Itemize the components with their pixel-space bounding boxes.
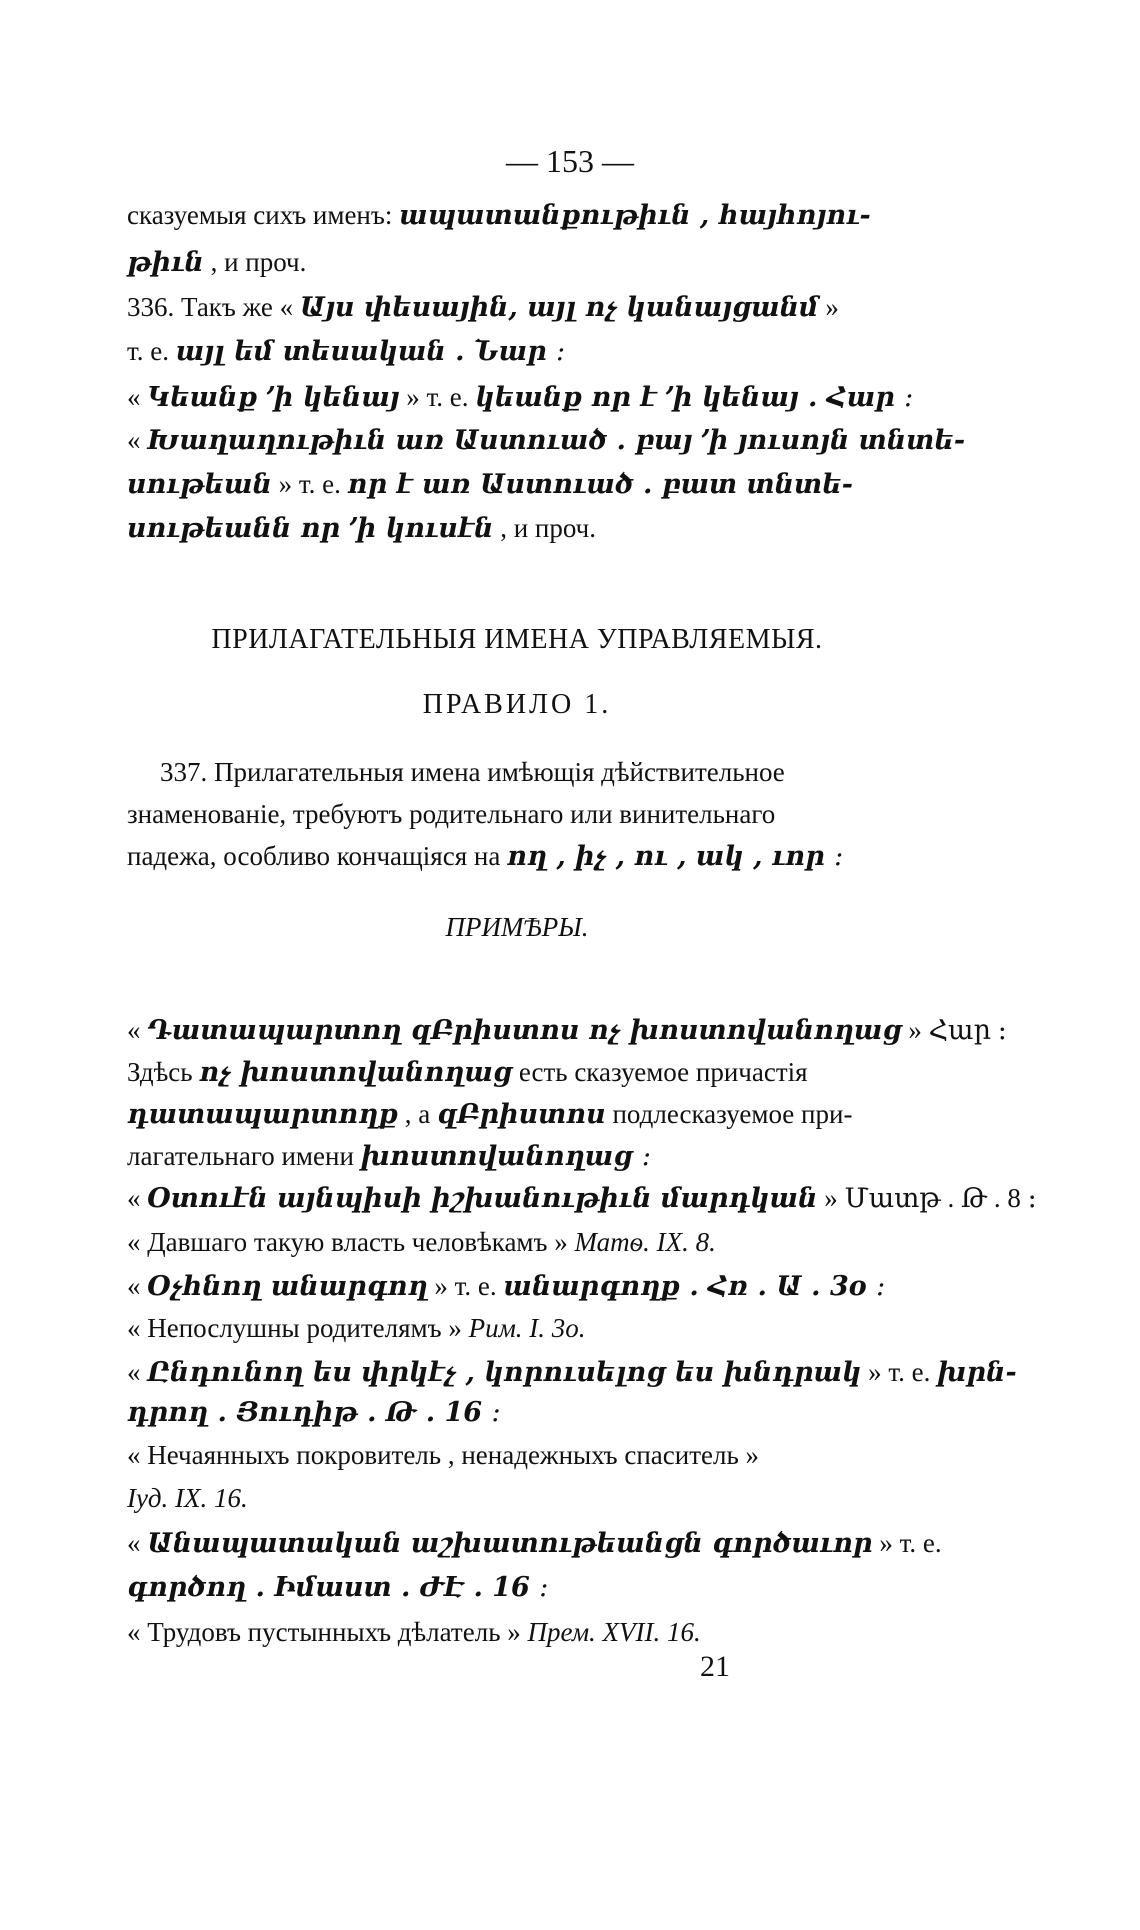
text-line xyxy=(127,688,907,722)
russian-text: « xyxy=(127,1183,148,1213)
text-line xyxy=(127,1269,907,1304)
russian-text: Матѳ. IX. 8. xyxy=(574,1227,716,1257)
russian-text: лагательнаго имени xyxy=(127,1141,361,1171)
text-line xyxy=(127,1438,907,1472)
text-line xyxy=(127,797,907,831)
text-line xyxy=(127,1225,907,1259)
text-line xyxy=(127,423,966,458)
russian-text: « Нечаянныхъ покровитель , ненадежныхъ спаситель » xyxy=(127,1440,760,1470)
russian-text: « xyxy=(127,425,148,455)
text-line xyxy=(127,334,907,369)
text-line xyxy=(127,198,907,233)
text-line xyxy=(127,290,907,325)
text-line xyxy=(127,1181,1037,1216)
russian-text: Рим. I. 3о. xyxy=(468,1313,586,1343)
russian-text: сказуемыя сихъ именъ: xyxy=(127,200,400,230)
russian-text: « xyxy=(127,1528,148,1558)
armenian-text: խոստովանողաց ։ xyxy=(360,1141,652,1172)
armenian-text: Ընդունող ես փրկէչ , կորուսելոց ես խնդրակ xyxy=(147,1357,862,1388)
armenian-text: անարգողք . Հռ . Ա . 3о ։ xyxy=(503,1271,886,1302)
russian-text: есть сказуемое причастія xyxy=(512,1057,808,1087)
armenian-text: ող , իչ , ու , ակ , ւոր ։ xyxy=(507,841,844,872)
armenian-text: դատապարտողք xyxy=(127,1099,399,1130)
armenian-text: Օչհնող անարգող xyxy=(147,1271,428,1302)
russian-text: , и проч. xyxy=(493,513,596,543)
armenian-text: Խաղաղութիւն առ Աստուած . բայ ՚ի յուսոյն տնտե- xyxy=(147,425,966,456)
russian-text: » Մատթ . Թ . 8 ։ xyxy=(817,1183,1037,1213)
russian-text: « xyxy=(127,1015,148,1045)
russian-text: » xyxy=(818,292,839,322)
text-line xyxy=(127,910,907,944)
text-line xyxy=(127,1355,1017,1390)
russian-text: « xyxy=(127,1271,148,1301)
armenian-text: կեանք որ է ՚ի կենայ . Հար ։ xyxy=(475,382,914,413)
text-line xyxy=(127,1013,1007,1048)
russian-text: Іуд. IX. 16. xyxy=(127,1483,248,1513)
russian-text: « Давшаго такую власть человѣкамъ » xyxy=(127,1227,575,1257)
russian-text: » т. е. xyxy=(872,1528,942,1558)
armenian-text: Օտուէն այնպիսի իշխանութիւն մարդկան xyxy=(147,1183,818,1214)
russian-text: » Հար ։ xyxy=(901,1015,1007,1045)
armenian-text: խրն- xyxy=(937,1357,1017,1388)
russian-text: « Трудовъ пустынныхъ дѣлатель » xyxy=(127,1617,528,1647)
russian-text: Прем. XVII. 16. xyxy=(527,1617,701,1647)
russian-text: » т. е. xyxy=(399,382,476,412)
armenian-text: թիւն xyxy=(127,247,204,278)
russian-text: « xyxy=(127,382,148,412)
armenian-text: սութեան xyxy=(127,469,272,500)
armenian-text: Դատապարտող զԲրիստոս ոչ խոստովանողաց xyxy=(147,1015,902,1046)
russian-text: » т. е. xyxy=(861,1357,938,1387)
russian-text: Здѣсь xyxy=(127,1057,200,1087)
russian-text: ПРАВИЛО 1. xyxy=(422,689,612,720)
armenian-text: Անապատական աշխատութեանցն գործաւոր xyxy=(147,1528,873,1559)
armenian-text: որ է առ Աստուած . բատ տնտե- xyxy=(347,469,853,500)
russian-text: » т. е. xyxy=(427,1271,504,1301)
text-line xyxy=(127,1615,907,1649)
text-line xyxy=(127,1139,907,1174)
text-line xyxy=(127,511,907,546)
signature-mark: 21 xyxy=(700,1650,730,1683)
russian-text: 337. Прилагательныя имена имѣющія дѣйствительное xyxy=(160,757,785,787)
text-line xyxy=(160,755,940,789)
russian-text: ПРИМѢРЫ. xyxy=(445,912,589,942)
armenian-text: դրող . Յուդիթ . Թ . 16 ։ xyxy=(127,1397,501,1428)
text-line xyxy=(127,839,907,874)
russian-text: знаменованіе, требуютъ родительнаго или винительнаго xyxy=(127,799,776,829)
text-line xyxy=(127,1570,907,1605)
text-line xyxy=(127,1395,907,1430)
text-line xyxy=(127,467,907,502)
russian-text: т. е. xyxy=(127,336,176,366)
russian-text: « xyxy=(127,1357,148,1387)
armenian-text: ապատանքութիւն , հայհոյու- xyxy=(399,200,871,231)
armenian-text: Այս փեսային, այլ ոչ կանայցանմ xyxy=(299,292,819,323)
text-line xyxy=(127,1055,907,1090)
armenian-text: Կեանք ՚ի կենայ xyxy=(147,382,400,413)
text-line xyxy=(127,1481,907,1515)
russian-text: ПРИЛАГАТЕЛЬНЫЯ ИМЕНА УПРАВЛЯЕМЫЯ. xyxy=(211,624,823,655)
text-line xyxy=(127,1526,942,1561)
russian-text: подлесказуемое при- xyxy=(605,1099,853,1129)
russian-text: , а xyxy=(398,1099,438,1129)
armenian-text: ոչ խոստովանողաց xyxy=(199,1057,513,1088)
russian-text: 336. Такъ же « xyxy=(127,292,300,322)
text-line xyxy=(127,623,907,657)
text-line xyxy=(127,1311,907,1345)
russian-text: , и проч. xyxy=(203,247,307,277)
armenian-text: սութեանն որ ՚ի կուսէն xyxy=(127,513,494,544)
armenian-text: այլ եմ տեսական . Նար ։ xyxy=(175,336,566,367)
page-number: — 153 — xyxy=(506,143,634,179)
russian-text: « Непослушны родителямъ » xyxy=(127,1313,469,1343)
russian-text: » т. е. xyxy=(271,469,348,499)
armenian-text: զԲրիստոս xyxy=(437,1099,606,1130)
text-line xyxy=(127,1097,907,1132)
text-line xyxy=(127,380,914,415)
armenian-text: գործող . Իմաստ . ԺԷ . 16 ։ xyxy=(127,1572,549,1603)
russian-text: падежа, особливо кончащіяся на xyxy=(127,841,508,871)
text-line xyxy=(127,245,907,280)
